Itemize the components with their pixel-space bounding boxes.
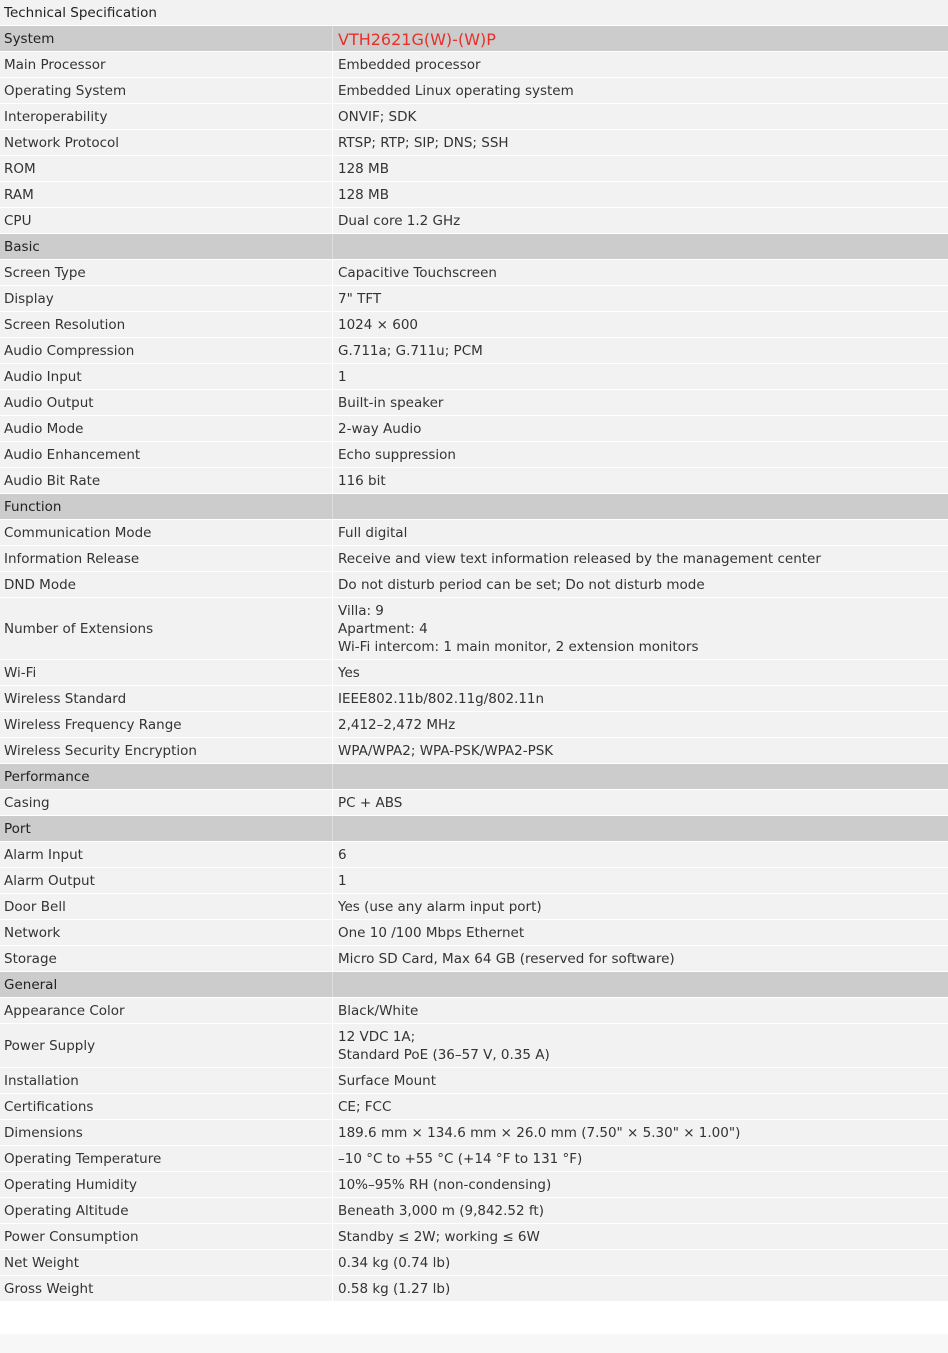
section-value [333, 816, 948, 841]
section-name: Basic [0, 234, 333, 259]
spec-sections [0, 26, 948, 1302]
section-header-basic [0, 234, 948, 260]
spec-label: Communication Mode [0, 520, 333, 545]
spec-row [0, 156, 948, 182]
spec-value-line: Apartment: 4 [338, 620, 428, 637]
spec-row [0, 660, 948, 686]
spec-value [333, 338, 948, 363]
spec-row [0, 1172, 948, 1198]
model-name: VTH2621G(W)-(W)P [338, 29, 496, 49]
spec-row [0, 1094, 948, 1120]
spec-value-line: Beneath 3,000 m (9,842.52 ft) [338, 1202, 544, 1219]
spec-row [0, 1120, 948, 1146]
spec-value [333, 1068, 948, 1093]
spec-row [0, 546, 948, 572]
spec-label: Interoperability [0, 104, 333, 129]
spec-label: Gross Weight [0, 1276, 333, 1301]
spec-row [0, 286, 948, 312]
spec-value-line: 189.6 mm × 134.6 mm × 26.0 mm (7.50" × 5.30" × 1.00") [338, 1124, 741, 1141]
spec-value-line: Embedded Linux operating system [338, 82, 574, 99]
spec-value [333, 946, 948, 971]
spec-value-line: Black/White [338, 1002, 419, 1019]
spec-label: Operating Altitude [0, 1198, 333, 1223]
footer-band [0, 1334, 948, 1353]
spec-value-line: ONVIF; SDK [338, 108, 417, 125]
spec-label: Audio Output [0, 390, 333, 415]
spec-title: Technical Specification [4, 4, 157, 21]
spec-label: Installation [0, 1068, 333, 1093]
section-header-function [0, 494, 948, 520]
section-header-general [0, 972, 948, 998]
spec-row [0, 390, 948, 416]
spec-row [0, 78, 948, 104]
spec-value [333, 790, 948, 815]
spec-label: Network Protocol [0, 130, 333, 155]
spec-title-row [0, 0, 948, 26]
spec-label: Wireless Standard [0, 686, 333, 711]
spec-row [0, 998, 948, 1024]
spec-value-line: Surface Mount [338, 1072, 437, 1089]
section-value [333, 234, 948, 259]
spec-label: Operating System [0, 78, 333, 103]
spec-label: Display [0, 286, 333, 311]
spec-value [333, 442, 948, 467]
spec-label: Power Consumption [0, 1224, 333, 1249]
spec-row [0, 364, 948, 390]
section-name: Function [0, 494, 333, 519]
spec-value-line: –10 °C to +55 °C (+14 °F to 131 °F) [338, 1150, 583, 1167]
spec-value [333, 712, 948, 737]
spec-value-line: 1 [338, 872, 347, 889]
section-header-port [0, 816, 948, 842]
spec-label: Network [0, 920, 333, 945]
spec-row [0, 520, 948, 546]
spec-label: Certifications [0, 1094, 333, 1119]
spec-value-line: Full digital [338, 524, 408, 541]
section-value [333, 764, 948, 789]
spec-value-line: PC + ABS [338, 794, 403, 811]
spec-value [333, 416, 948, 441]
spec-value-line: 12 VDC 1A; [338, 1028, 416, 1045]
spec-label: Wi-Fi [0, 660, 333, 685]
spec-value [333, 1198, 948, 1223]
spec-label: Net Weight [0, 1250, 333, 1275]
spec-label: Information Release [0, 546, 333, 571]
spec-label: CPU [0, 208, 333, 233]
spec-value-line: CE; FCC [338, 1098, 392, 1115]
spec-row [0, 894, 948, 920]
spec-value-line: Receive and view text information released by the management center [338, 550, 821, 567]
spec-value-line: 10%–95% RH (non-condensing) [338, 1176, 552, 1193]
spec-value-line: IEEE802.11b/802.11g/802.11n [338, 690, 545, 707]
spec-value [333, 868, 948, 893]
spec-value-line: Yes [338, 664, 360, 681]
spec-label: Operating Humidity [0, 1172, 333, 1197]
section-name: Performance [0, 764, 333, 789]
spec-row [0, 104, 948, 130]
spec-value [333, 894, 948, 919]
spec-value [333, 286, 948, 311]
spec-row [0, 842, 948, 868]
spec-label: Appearance Color [0, 998, 333, 1023]
spec-value-line: One 10 /100 Mbps Ethernet [338, 924, 525, 941]
spec-value [333, 686, 948, 711]
spec-label: Audio Input [0, 364, 333, 389]
spec-value [333, 1024, 948, 1067]
spec-value-line: 1024 × 600 [338, 316, 419, 333]
spec-row [0, 738, 948, 764]
spec-value-line: 128 MB [338, 186, 389, 203]
spec-label: Audio Enhancement [0, 442, 333, 467]
spec-label: Audio Bit Rate [0, 468, 333, 493]
spec-row [0, 1276, 948, 1302]
spec-row [0, 338, 948, 364]
spec-label: Audio Compression [0, 338, 333, 363]
spec-row [0, 312, 948, 338]
spec-row [0, 1224, 948, 1250]
spec-row [0, 416, 948, 442]
spec-value-line: Capacitive Touchscreen [338, 264, 497, 281]
spec-value-line: 7" TFT [338, 290, 382, 307]
spec-row [0, 208, 948, 234]
spec-value [333, 1146, 948, 1171]
spec-row [0, 946, 948, 972]
spec-label: Power Supply [0, 1024, 333, 1067]
spec-row [0, 52, 948, 78]
spec-label: Main Processor [0, 52, 333, 77]
section-name: General [0, 972, 333, 997]
spec-label: Casing [0, 790, 333, 815]
spec-row [0, 1068, 948, 1094]
spec-value [333, 364, 948, 389]
spec-value-line: Standard PoE (36–57 V, 0.35 A) [338, 1046, 550, 1063]
section-header-performance [0, 764, 948, 790]
spec-label: ROM [0, 156, 333, 181]
section-value [333, 972, 948, 997]
section-name: System [0, 26, 333, 51]
spec-label: Screen Type [0, 260, 333, 285]
spec-value-line: Yes (use any alarm input port) [338, 898, 542, 915]
spec-value [333, 52, 948, 77]
spec-row [0, 1024, 948, 1068]
spec-value-line: 1 [338, 368, 347, 385]
spec-row [0, 686, 948, 712]
section-value [333, 494, 948, 519]
spec-value [333, 1120, 948, 1145]
spec-value [333, 390, 948, 415]
spec-label: Wireless Security Encryption [0, 738, 333, 763]
spec-row [0, 260, 948, 286]
spec-value-line: Echo suppression [338, 446, 456, 463]
spec-value [333, 572, 948, 597]
spec-value [333, 520, 948, 545]
spec-row [0, 572, 948, 598]
spec-label: Number of Extensions [0, 598, 333, 659]
spec-label: Dimensions [0, 1120, 333, 1145]
section-value [333, 26, 948, 51]
spec-value [333, 208, 948, 233]
spec-value [333, 546, 948, 571]
spec-row [0, 182, 948, 208]
spec-value [333, 104, 948, 129]
spec-value-line: 2,412–2,472 MHz [338, 716, 456, 733]
spec-row [0, 920, 948, 946]
spec-value-line: 6 [338, 846, 347, 863]
spec-label: RAM [0, 182, 333, 207]
spec-row [0, 1146, 948, 1172]
spec-value-line: 128 MB [338, 160, 389, 177]
spec-value-line: G.711a; G.711u; PCM [338, 342, 483, 359]
spec-value [333, 260, 948, 285]
spec-row [0, 442, 948, 468]
spec-value [333, 598, 948, 659]
spec-value [333, 1172, 948, 1197]
spec-value-line: 0.34 kg (0.74 lb) [338, 1254, 451, 1271]
spec-value [333, 920, 948, 945]
spec-label: Storage [0, 946, 333, 971]
spec-row [0, 130, 948, 156]
spec-label: Door Bell [0, 894, 333, 919]
spec-value [333, 1094, 948, 1119]
section-name: Port [0, 816, 333, 841]
spec-value [333, 1224, 948, 1249]
spec-label: Alarm Input [0, 842, 333, 867]
spec-value [333, 1250, 948, 1275]
spec-value [333, 998, 948, 1023]
spec-value-line: WPA/WPA2; WPA-PSK/WPA2-PSK [338, 742, 554, 759]
spec-value [333, 78, 948, 103]
spec-value [333, 1276, 948, 1301]
spec-row [0, 712, 948, 738]
spec-label: Operating Temperature [0, 1146, 333, 1171]
spec-value [333, 842, 948, 867]
spec-row [0, 598, 948, 660]
spec-value-line: 0.58 kg (1.27 lb) [338, 1280, 451, 1297]
spec-value-line: Villa: 9 [338, 602, 384, 619]
spec-value [333, 130, 948, 155]
section-header-system [0, 26, 948, 52]
spec-value-line: Do not disturb period can be set; Do not disturb mode [338, 576, 705, 593]
spec-value-line: 116 bit [338, 472, 386, 489]
spec-value-line: Standby ≤ 2W; working ≤ 6W [338, 1228, 540, 1245]
spec-row [0, 1198, 948, 1224]
spec-row [0, 790, 948, 816]
spec-label: Wireless Frequency Range [0, 712, 333, 737]
spec-value [333, 156, 948, 181]
spec-value [333, 182, 948, 207]
spec-row [0, 1250, 948, 1276]
spec-value-line: RTSP; RTP; SIP; DNS; SSH [338, 134, 509, 151]
spec-label: Screen Resolution [0, 312, 333, 337]
spec-value [333, 660, 948, 685]
spec-value-line: Built-in speaker [338, 394, 444, 411]
spec-row [0, 468, 948, 494]
spec-value-line: Micro SD Card, Max 64 GB (reserved for software) [338, 950, 675, 967]
spec-value-line: 2-way Audio [338, 420, 422, 437]
spec-value-line: Dual core 1.2 GHz [338, 212, 461, 229]
spec-row [0, 868, 948, 894]
spec-label: Alarm Output [0, 868, 333, 893]
spec-label: Audio Mode [0, 416, 333, 441]
spec-value [333, 468, 948, 493]
spec-value-line: Wi-Fi intercom: 1 main monitor, 2 extension monitors [338, 638, 699, 655]
spec-value [333, 312, 948, 337]
spec-value-line: Embedded processor [338, 56, 481, 73]
spec-value [333, 738, 948, 763]
spec-label: DND Mode [0, 572, 333, 597]
